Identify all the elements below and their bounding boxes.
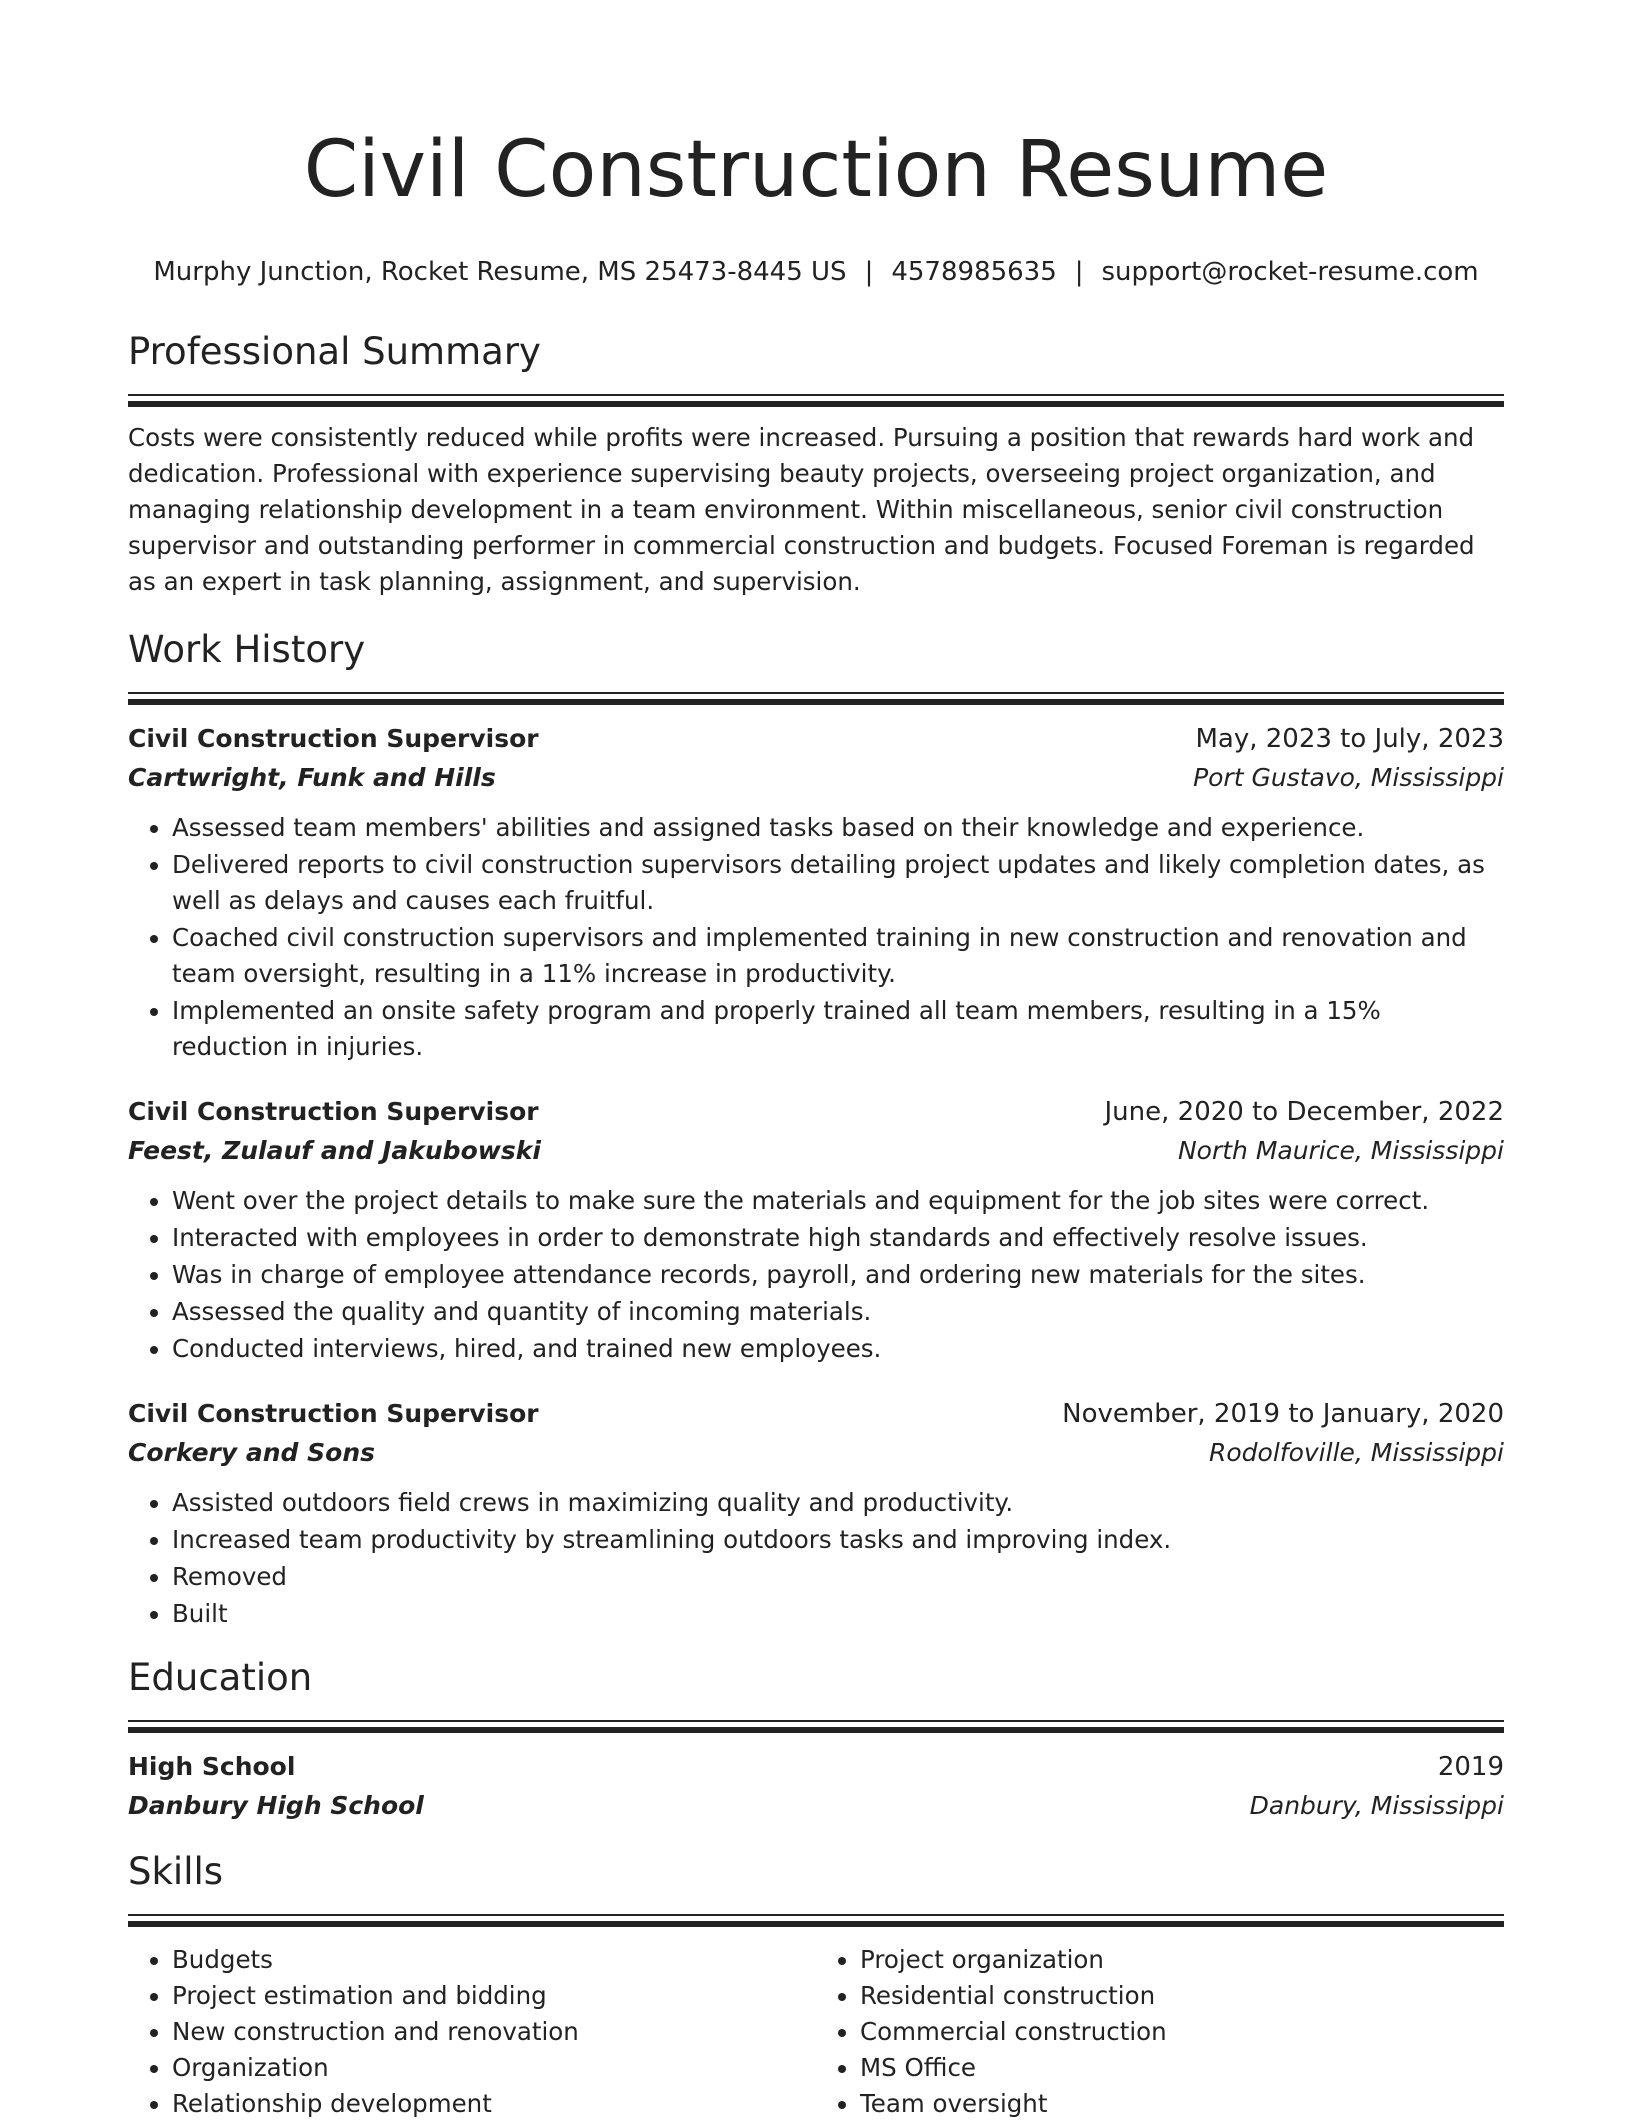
job-dates: May, 2023 to July, 2023 bbox=[1195, 724, 1504, 754]
job-header-row bbox=[128, 1093, 1504, 1131]
job-location: Port Gustavo, Mississippi bbox=[1193, 763, 1504, 792]
contact-address: Murphy Junction, Rocket Resume, MS 25473-8445 US bbox=[153, 257, 847, 287]
skill-item: • Project estimation and bidding bbox=[172, 1978, 816, 2014]
job-title: Civil Construction Supervisor bbox=[128, 724, 539, 753]
list-item: • Built bbox=[172, 1596, 1504, 1632]
list-item: • Was in charge of employee attendance records, payroll, and ordering new materials for the sites. bbox=[172, 1257, 1504, 1293]
job-title: Civil Construction Supervisor bbox=[128, 1399, 539, 1428]
skills-columns bbox=[128, 1942, 1504, 2122]
contact-email: support@rocket-resume.com bbox=[1101, 257, 1479, 287]
contact-separator: | bbox=[1074, 257, 1084, 287]
education-entry bbox=[128, 1748, 1504, 1826]
contact-phone: 4578985635 bbox=[891, 257, 1057, 287]
skill-item: • Residential construction bbox=[860, 1978, 1504, 2014]
job-company: Feest, Zulauf and Jakubowski bbox=[128, 1136, 541, 1165]
job-dates: June, 2020 to December, 2022 bbox=[1104, 1097, 1504, 1127]
skills-list-left bbox=[128, 1942, 816, 2122]
job-entry bbox=[128, 720, 1504, 1065]
list-item: • Increased team productivity by streamlining outdoors tasks and improving index. bbox=[172, 1522, 1504, 1558]
job-location: Rodolfoville, Mississippi bbox=[1209, 1438, 1504, 1467]
job-company-row bbox=[128, 1131, 1504, 1171]
list-item: • Went over the project details to make sure the materials and equipment for the job sites were correct. bbox=[172, 1183, 1504, 1219]
job-bullets bbox=[128, 810, 1504, 1065]
education-section bbox=[128, 1654, 1504, 1826]
skill-item: • Commercial construction bbox=[860, 2014, 1504, 2050]
work-history-heading: Work History bbox=[128, 628, 366, 671]
skills-list-right bbox=[816, 1942, 1504, 2122]
list-item: • Assessed the quality and quantity of incoming materials. bbox=[172, 1294, 1504, 1330]
job-dates: November, 2019 to January, 2020 bbox=[1062, 1399, 1504, 1429]
list-item: • Assessed team members' abilities and assigned tasks based on their knowledge and experience. bbox=[172, 810, 1504, 846]
summary-heading: Professional Summary bbox=[128, 330, 541, 373]
job-company: Cartwright, Funk and Hills bbox=[128, 763, 496, 792]
section-divider bbox=[128, 394, 1504, 408]
list-item: • Coached civil construction supervisors and implemented training in new construction and renovation and team oversight, resulting in a 11% increase in productivity. bbox=[172, 920, 1504, 992]
job-bullets bbox=[128, 1485, 1504, 1632]
list-item: • Implemented an onsite safety program and properly trained all team members, resulting in a 15% reduction in injuries. bbox=[172, 993, 1504, 1065]
list-item: • Delivered reports to civil construction supervisors detailing project updates and likely completion dates, as well as delays and causes each fruitful. bbox=[172, 847, 1504, 919]
section-divider bbox=[128, 692, 1504, 706]
skills-section bbox=[128, 1848, 1504, 2122]
list-item: • Interacted with employees in order to demonstrate high standards and effectively resolve issues. bbox=[172, 1220, 1504, 1256]
education-school: Danbury High School bbox=[128, 1791, 424, 1820]
job-company: Corkery and Sons bbox=[128, 1438, 375, 1467]
skill-item: • Relationship development bbox=[172, 2086, 816, 2122]
job-entry bbox=[128, 1093, 1504, 1367]
education-location: Danbury, Mississippi bbox=[1249, 1791, 1504, 1820]
section-divider bbox=[128, 1720, 1504, 1734]
education-heading: Education bbox=[128, 1656, 313, 1699]
skills-heading: Skills bbox=[128, 1850, 224, 1893]
job-header-row bbox=[128, 720, 1504, 758]
section-divider bbox=[128, 1914, 1504, 1928]
skill-item: • New construction and renovation bbox=[172, 2014, 816, 2050]
contact-line bbox=[128, 254, 1504, 290]
job-bullets bbox=[128, 1183, 1504, 1367]
resume-title: Civil Construction Resume bbox=[303, 125, 1329, 215]
job-header-row bbox=[128, 1395, 1504, 1433]
list-item: • Removed bbox=[172, 1559, 1504, 1595]
work-history-section bbox=[128, 626, 1504, 1632]
job-title: Civil Construction Supervisor bbox=[128, 1097, 539, 1126]
education-year: 2019 bbox=[1437, 1752, 1504, 1782]
skill-item: • Project organization bbox=[860, 1942, 1504, 1978]
education-school-row bbox=[128, 1786, 1504, 1826]
job-entry bbox=[128, 1395, 1504, 1632]
list-item: • Conducted interviews, hired, and trained new employees. bbox=[172, 1331, 1504, 1367]
job-company-row bbox=[128, 758, 1504, 798]
skill-item: • MS Office bbox=[860, 2050, 1504, 2086]
skill-item: • Team oversight bbox=[860, 2086, 1504, 2122]
skill-item: • Budgets bbox=[172, 1942, 816, 1978]
summary-section bbox=[128, 328, 1504, 600]
list-item: • Assisted outdoors field crews in maximizing quality and productivity. bbox=[172, 1485, 1504, 1521]
education-degree: High School bbox=[128, 1752, 296, 1781]
skill-item: • Organization bbox=[172, 2050, 816, 2086]
job-location: North Maurice, Mississippi bbox=[1177, 1136, 1504, 1165]
job-company-row bbox=[128, 1433, 1504, 1473]
education-header-row bbox=[128, 1748, 1504, 1786]
summary-text: Costs were consistently reduced while profits were increased. Pursuing a position that rewards hard work and dedication. Professional with experience supervising beauty projects, overseeing project organization, and managing relationship development in a team environment. Within miscellaneous, senior civil construction supervisor and outstanding performer in commercial construction and budgets. Focused Foreman is regarded as an expert in task planning, assignment, and supervision. bbox=[128, 423, 1475, 596]
contact-separator: | bbox=[864, 257, 874, 287]
